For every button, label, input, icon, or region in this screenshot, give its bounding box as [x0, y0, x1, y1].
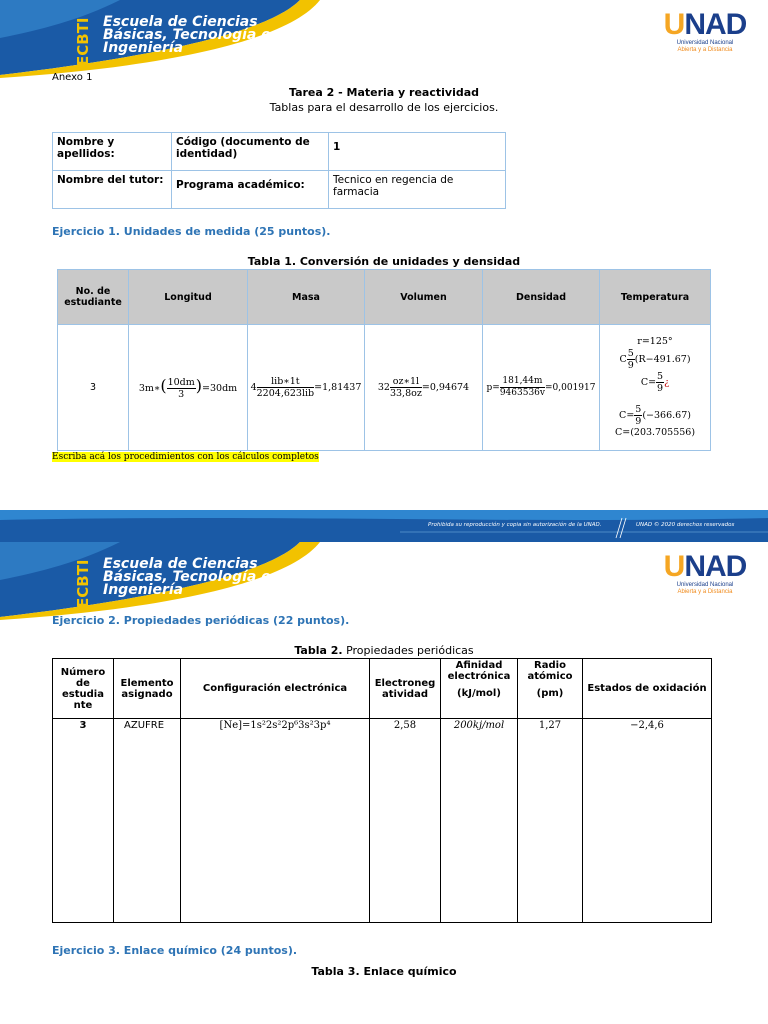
procedure-note: Escriba acá los procedimientos con los cálculos completos [52, 452, 319, 462]
table2-caption: Tabla 2. Propiedades periódicas [294, 644, 474, 657]
table1-cell-volumen: 32 $\frac{oz∗1l}{33,8oz}$ =0,94674 [365, 325, 483, 451]
table2-cell-radio: 1,27 [518, 719, 583, 923]
table1-caption: Tabla 1. Conversión de unidades y densidad [247, 255, 521, 268]
table2-header: Radio atómico (pm) [518, 659, 583, 719]
document-subtitle: Tablas para el desarrollo de los ejercicios. [269, 101, 499, 114]
footer-copy-notice: Prohibida su reproducción y copia sin autorización de la UNAD. [428, 522, 602, 528]
annex-label: Anexo 1 [52, 72, 93, 83]
header-banner [0, 542, 768, 620]
table1-header: Densidad [483, 270, 600, 325]
table2-cell-student: 3 [53, 719, 114, 923]
table2-header: Electroneg atividad [370, 659, 441, 719]
table1-cell-longitud: 3m∗( $\frac{10dm}{3}$ )=30dm [129, 325, 248, 451]
table1-header: Masa [248, 270, 365, 325]
unad-logo: UNAD Universidad Nacional Abierta y a Distancia [663, 8, 747, 53]
document-title: Tarea 2 - Materia y reactividad [288, 86, 480, 99]
table2-header: Estados de oxidación [583, 659, 712, 719]
page-footer [0, 510, 768, 542]
table2-cell-config: [Ne]=1s²2s²2p⁶3s²3p⁴ [181, 719, 370, 923]
school-line: Básicas, Tecnología e [103, 569, 271, 585]
school-line: Básicas, Tecnología e [103, 27, 271, 43]
school-line: Escuela de Ciencias [103, 556, 258, 572]
table1-cell-densidad: p= $\frac{181,44m}{9463536v}$ =0,001917 [483, 325, 600, 451]
school-line: Escuela de Ciencias [103, 14, 258, 30]
table1-cell-masa: 4 $\frac{\text{lib∗1t}}{\text{2204,623lib}}$ =1,81437 [248, 325, 365, 451]
exercise-1-heading: Ejercicio 1. Unidades de medida (25 puntos). [52, 225, 331, 238]
unad-logo: UNAD Universidad Nacional Abierta y a Distancia [663, 550, 747, 595]
svg-text:ECBTI: ECBTI [74, 17, 92, 66]
table1-header: Longitud [129, 270, 248, 325]
program-label: Programa académico: [172, 171, 329, 209]
program-value: Tecnico en regencia de farmacia [329, 171, 506, 209]
table1-header: Volumen [365, 270, 483, 325]
exercise-2-heading: Ejercicio 2. Propiedades periódicas (22 puntos). [52, 614, 350, 627]
student-info-table [52, 132, 506, 209]
ecbti-vertical-logo [74, 554, 94, 610]
header-banner [0, 0, 768, 78]
table1 [57, 269, 711, 451]
exercise-3-heading: Ejercicio 3. Enlace químico (24 puntos). [52, 944, 298, 957]
svg-text:ECBTI: ECBTI [74, 559, 92, 608]
table3-caption: Tabla 3. Enlace químico [311, 965, 457, 978]
table2 [52, 658, 712, 923]
table2-cell-afinidad: 200kj/mol [441, 719, 518, 923]
school-name [103, 558, 271, 597]
tutor-label: Nombre del tutor: [53, 171, 172, 209]
table1-header: Temperatura [600, 270, 711, 325]
school-line: Ingeniería [103, 582, 184, 598]
table2-header: Afinidad electrónica (kJ/mol) [441, 659, 518, 719]
table1-cell-student: 3 [58, 325, 129, 451]
footer-rights: UNAD © 2020 derechos reservados [636, 522, 735, 528]
code-label: Código (documento de identidad) [172, 133, 329, 171]
name-label: Nombre y apellidos: [53, 133, 172, 171]
code-value: 1 [329, 133, 506, 171]
table2-cell-electroneg: 2,58 [370, 719, 441, 923]
table2-header: Elemento asignado [114, 659, 181, 719]
table1-cell-temperatura: r=125° C $\frac{5}{9}$ (R−491.67) C= $\frac{5}{9}$ ¿ C= $\frac{5}{9}$ (−366.67) C=(203.705556) [600, 325, 711, 451]
table2-cell-element: AZUFRE [114, 719, 181, 923]
table2-cell-oxidacion: −2,4,6 [583, 719, 712, 923]
table1-header: No. de estudiante [58, 270, 129, 325]
school-name [103, 16, 271, 55]
ecbti-vertical-logo [74, 12, 94, 68]
table2-header: Configuración electrónica [181, 659, 370, 719]
table2-header: Número de estudia nte [53, 659, 114, 719]
school-line: Ingeniería [103, 40, 184, 56]
